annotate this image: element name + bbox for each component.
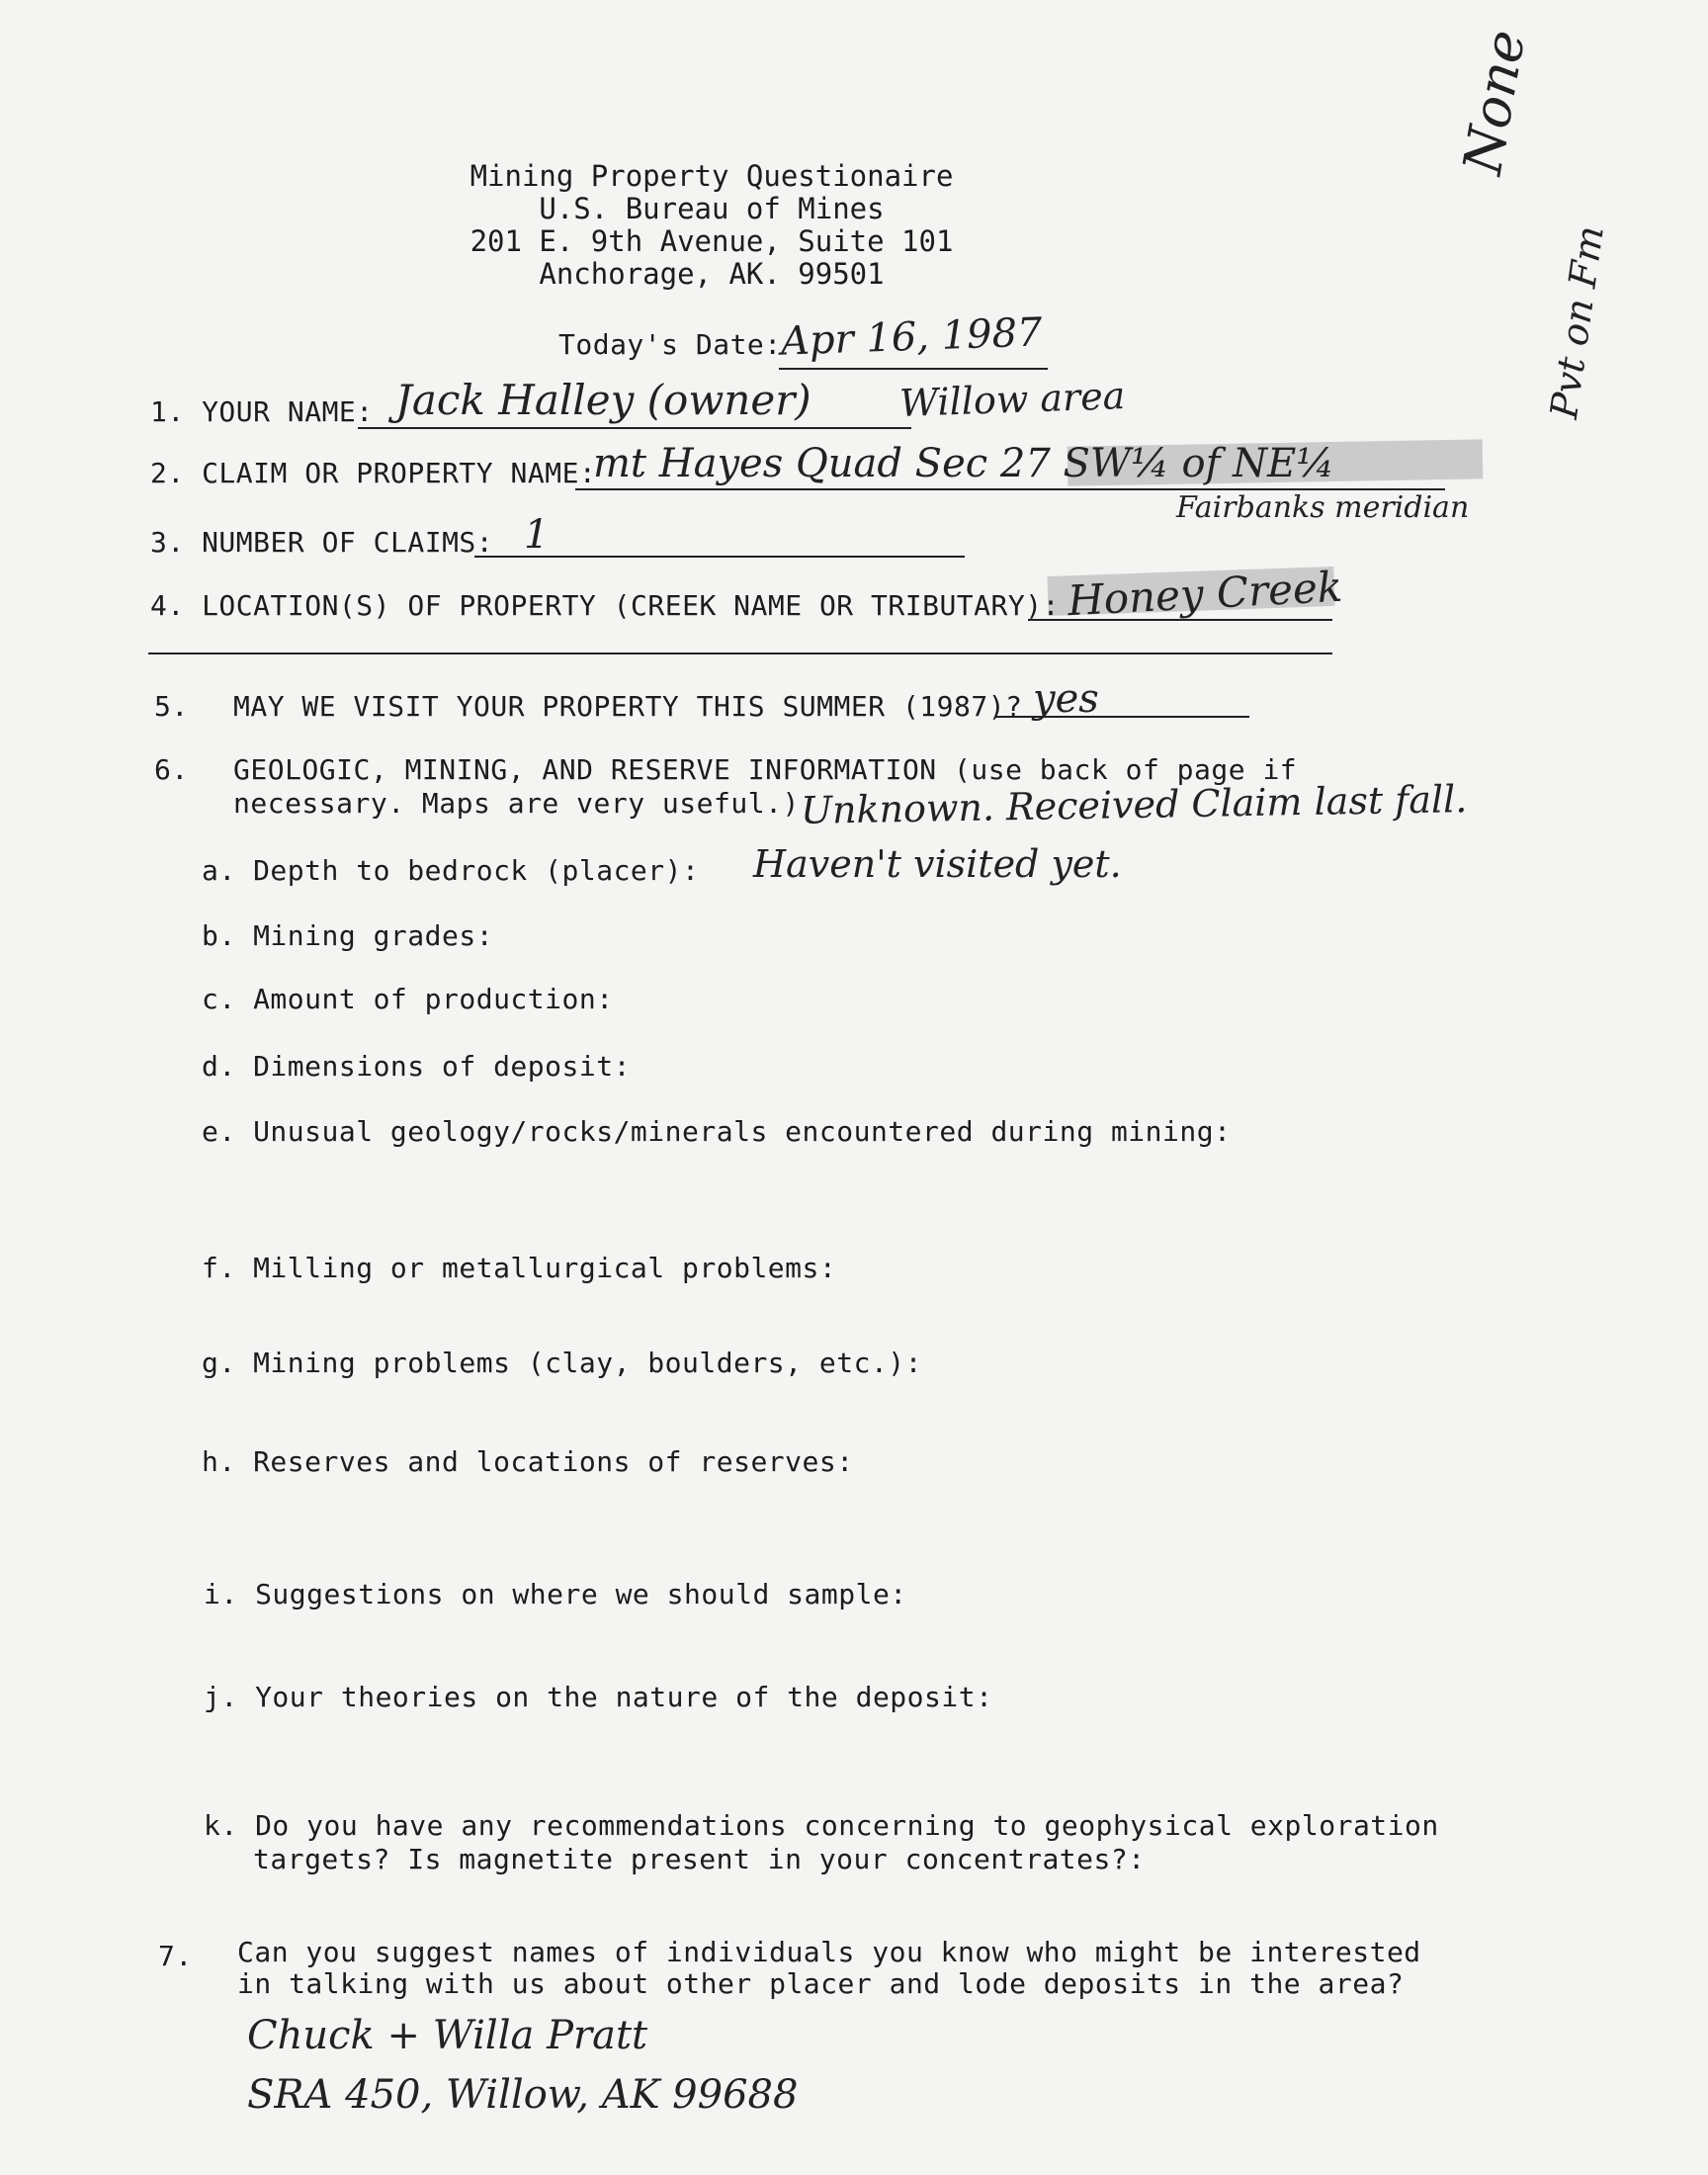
- q7-answer-1: Chuck + Willa Pratt: [247, 2013, 648, 2058]
- q1-extra: Willow area: [898, 374, 1126, 425]
- q6k-label-1: k. Do you have any recommendations concerning to geophysical exploration: [204, 1809, 1439, 1842]
- q6j-label: j. Your theories on the nature of the deposit:: [204, 1681, 993, 1713]
- q1-underline: [358, 427, 911, 429]
- margin-note-none: None: [1451, 25, 1538, 179]
- q6f-label: f. Milling or metallurgical problems:: [202, 1252, 837, 1284]
- q2-label: 2. CLAIM OR PROPERTY NAME:: [150, 457, 597, 489]
- q6d-label: d. Dimensions of deposit:: [202, 1050, 631, 1083]
- margin-note-pvt: Pvt on Fm: [1542, 222, 1612, 422]
- q6i-label: i. Suggestions on where we should sample:: [204, 1578, 907, 1610]
- q5-label: MAY WE VISIT YOUR PROPERTY THIS SUMMER (1987)?: [233, 690, 1023, 723]
- q6e-label: e. Unusual geology/rocks/minerals encountered during mining:: [202, 1115, 1232, 1148]
- q3-value: 1: [524, 512, 550, 558]
- q6-line-1: GEOLOGIC, MINING, AND RESERVE INFORMATION (use back of page if: [233, 753, 1298, 786]
- form-title: Mining Property Questionaire: [470, 159, 954, 193]
- q6g-label: g. Mining problems (clay, boulders, etc.):: [202, 1347, 923, 1379]
- q6-line-2: necessary. Maps are very useful.): [233, 787, 800, 820]
- q6c-label: c. Amount of production:: [202, 983, 614, 1015]
- q4-underline-2: [148, 652, 1332, 654]
- organization: U.S. Bureau of Mines: [539, 192, 885, 225]
- q7-line-2: in talking with us about other placer and lode deposits in the area?: [237, 1967, 1405, 2000]
- q1-value: Jack Halley (owner): [395, 376, 811, 424]
- q5-value: yes: [1033, 676, 1099, 722]
- q6a-label: a. Depth to bedrock (placer):: [202, 854, 700, 887]
- q6k-label-2: targets? Is magnetite present in your concentrates?:: [253, 1843, 1146, 1875]
- q5-underline: [994, 716, 1249, 718]
- q6-number: 6.: [154, 753, 189, 786]
- address-line-1: 201 E. 9th Avenue, Suite 101: [470, 224, 954, 258]
- q2-note: Fairbanks meridian: [1176, 490, 1470, 525]
- q7-answer-2: SRA 450, Willow, AK 99688: [247, 2072, 799, 2118]
- q1-label: 1. YOUR NAME:: [150, 395, 374, 428]
- q4-value: Honey Creek: [1066, 562, 1344, 626]
- q7-line-1: Can you suggest names of individuals you know who might be interested: [237, 1936, 1421, 1968]
- date-label: Today's Date:: [558, 328, 782, 361]
- date-underline: [779, 368, 1048, 370]
- letterhead: [0, 160, 1423, 291]
- q4-underline: [1028, 619, 1332, 621]
- address-line-2: Anchorage, AK. 99501: [539, 257, 885, 291]
- q6h-label: h. Reserves and locations of reserves:: [202, 1445, 854, 1478]
- q3-underline: [474, 556, 965, 558]
- q6-answer-2: Haven't visited yet.: [753, 842, 1122, 886]
- q6-answer-1: Unknown. Received Claim last fall.: [800, 777, 1468, 832]
- q4-label: 4. LOCATION(S) OF PROPERTY (CREEK NAME OR TRIBUTARY):: [150, 589, 1060, 622]
- q3-label: 3. NUMBER OF CLAIMS:: [150, 526, 494, 559]
- q5-number: 5.: [154, 690, 189, 723]
- q6b-label: b. Mining grades:: [202, 919, 494, 952]
- q7-number: 7.: [158, 1940, 193, 1972]
- date-value: Apr 16, 1987: [780, 309, 1044, 365]
- q2-value: mt Hayes Quad Sec 27 SW¼ of NE¼: [593, 441, 1335, 486]
